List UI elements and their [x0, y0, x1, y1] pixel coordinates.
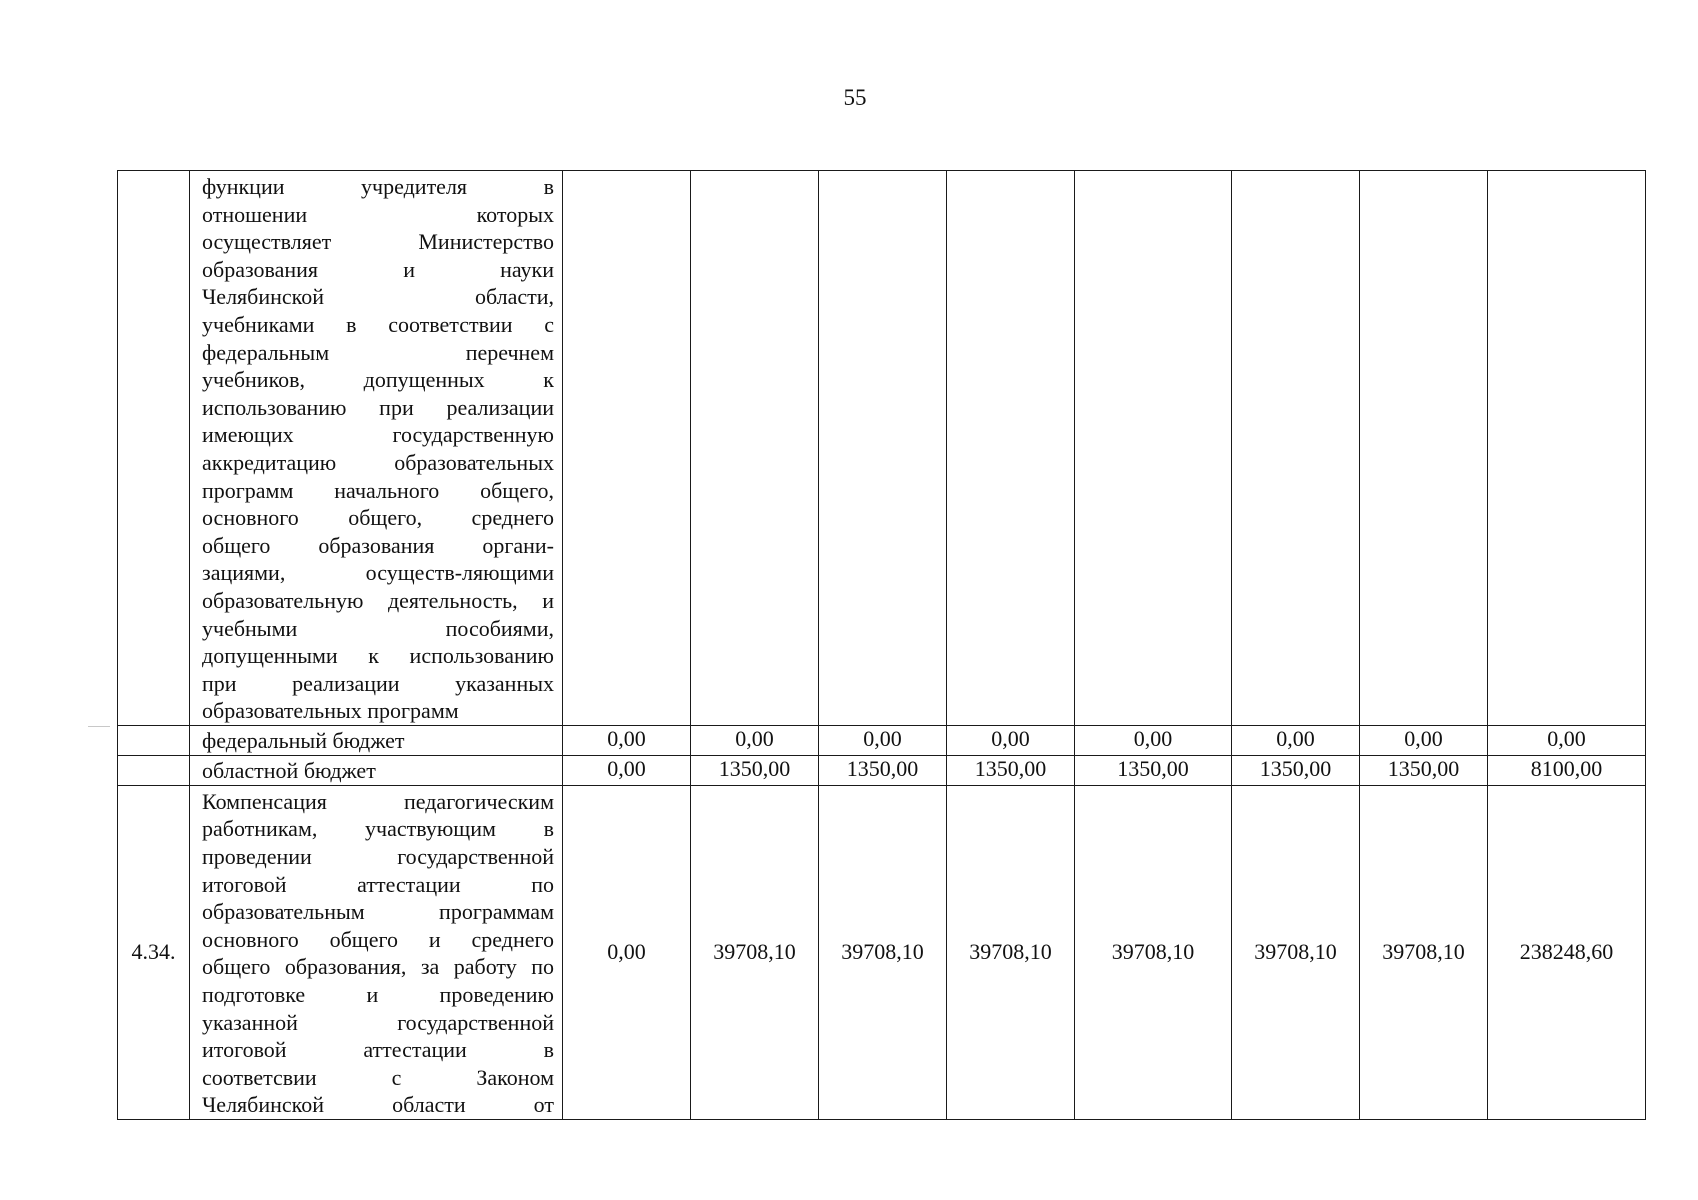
- description-line: функции учредителя в: [202, 174, 554, 199]
- description-line: общего образования органи-: [202, 532, 554, 558]
- value-cell: 0,00: [1232, 725, 1360, 755]
- description-line: Компенсация педагогическим: [202, 788, 554, 814]
- description-line: основного общего, среднего: [202, 505, 554, 531]
- value-cell: [1360, 171, 1488, 726]
- description-line: федеральным перечнем: [202, 339, 554, 365]
- description-line: подготовке и проведению: [202, 982, 554, 1008]
- value-cell: 39708,10: [1075, 785, 1232, 1119]
- value-cell: 238248,60: [1488, 785, 1646, 1119]
- description-line: общего образования, за работу по: [202, 954, 554, 980]
- description-line: учебниками в соответствии с: [202, 311, 554, 337]
- value-cell: 0,00: [1488, 725, 1646, 755]
- description-line: учебными пособиями,: [202, 615, 554, 641]
- row-description-cell: [190, 725, 563, 755]
- value-cell: [691, 171, 819, 726]
- description-line: зациями, осуществ-ляющими: [202, 560, 554, 586]
- value-cell: 0,00: [947, 725, 1075, 755]
- table-row: [118, 171, 1646, 726]
- description-line: федеральный бюджет: [202, 727, 405, 753]
- value-cell: 1350,00: [819, 755, 947, 785]
- row-number-cell: [118, 171, 190, 726]
- value-cell: 1350,00: [1360, 755, 1488, 785]
- value-cell: 0,00: [563, 725, 691, 755]
- description-line: образовательных программ: [202, 698, 459, 724]
- value-cell: 1350,00: [1232, 755, 1360, 785]
- value-cell: [1232, 171, 1360, 726]
- value-cell: 0,00: [563, 755, 691, 785]
- description-line: учебников, допущенных к: [202, 367, 554, 393]
- value-cell: [1075, 171, 1232, 726]
- description-line: при реализации указанных: [202, 670, 554, 696]
- value-cell: 0,00: [563, 785, 691, 1119]
- description-line: образовательную деятельность, и: [202, 587, 554, 613]
- description-line: областной бюджет: [202, 757, 376, 783]
- value-cell: [947, 171, 1075, 726]
- table-row: [118, 725, 1646, 755]
- description-line: Челябинской области,: [202, 284, 554, 310]
- value-cell: 0,00: [819, 725, 947, 755]
- description-line: работникам, участвующим в: [202, 816, 554, 842]
- table-row: [118, 755, 1646, 785]
- description-line: отношении которых: [202, 201, 554, 227]
- description-line: допущенными к использованию: [202, 643, 554, 669]
- row-description-cell: [190, 171, 563, 726]
- row-description-cell: [190, 785, 563, 1119]
- description-line: осуществляет Министерство: [202, 229, 554, 255]
- value-cell: [563, 171, 691, 726]
- row-description-cell: [190, 755, 563, 785]
- value-cell: 39708,10: [1232, 785, 1360, 1119]
- table-row: [118, 785, 1646, 1119]
- description-line: соответсвии с Законом: [202, 1064, 554, 1090]
- description-line: основного общего и среднего: [202, 926, 554, 952]
- description-line: итоговой аттестации по: [202, 871, 554, 897]
- value-cell: 8100,00: [1488, 755, 1646, 785]
- description-line: программ начального общего,: [202, 477, 554, 503]
- value-cell: 1350,00: [1075, 755, 1232, 785]
- description-line: Челябинской области от: [202, 1092, 554, 1118]
- value-cell: [1488, 171, 1646, 726]
- row-number-cell: 4.34.: [118, 785, 190, 1119]
- value-cell: 0,00: [1360, 725, 1488, 755]
- value-cell: 0,00: [691, 725, 819, 755]
- value-cell: 1350,00: [947, 755, 1075, 785]
- budget-table: [117, 170, 1646, 1120]
- value-cell: 39708,10: [819, 785, 947, 1119]
- value-cell: 0,00: [1075, 725, 1232, 755]
- description-line: итоговой аттестации в: [202, 1037, 554, 1063]
- description-line: указанной государственной: [202, 1009, 554, 1035]
- value-cell: 39708,10: [947, 785, 1075, 1119]
- description-line: образовательным программам: [202, 899, 554, 925]
- description-line: использованию при реализации: [202, 394, 554, 420]
- margin-mark: [88, 726, 110, 727]
- value-cell: 39708,10: [1360, 785, 1488, 1119]
- value-cell: 1350,00: [691, 755, 819, 785]
- description-line: образования и науки: [202, 256, 554, 282]
- row-number-cell: [118, 755, 190, 785]
- description-line: проведении государственной: [202, 844, 554, 870]
- value-cell: [819, 171, 947, 726]
- page-number: 55: [843, 85, 867, 110]
- description-line: аккредитацию образовательных: [202, 449, 554, 475]
- row-number-cell: [118, 725, 190, 755]
- value-cell: 39708,10: [691, 785, 819, 1119]
- table-body: [118, 171, 1646, 1120]
- description-line: имеющих государственную: [202, 422, 554, 448]
